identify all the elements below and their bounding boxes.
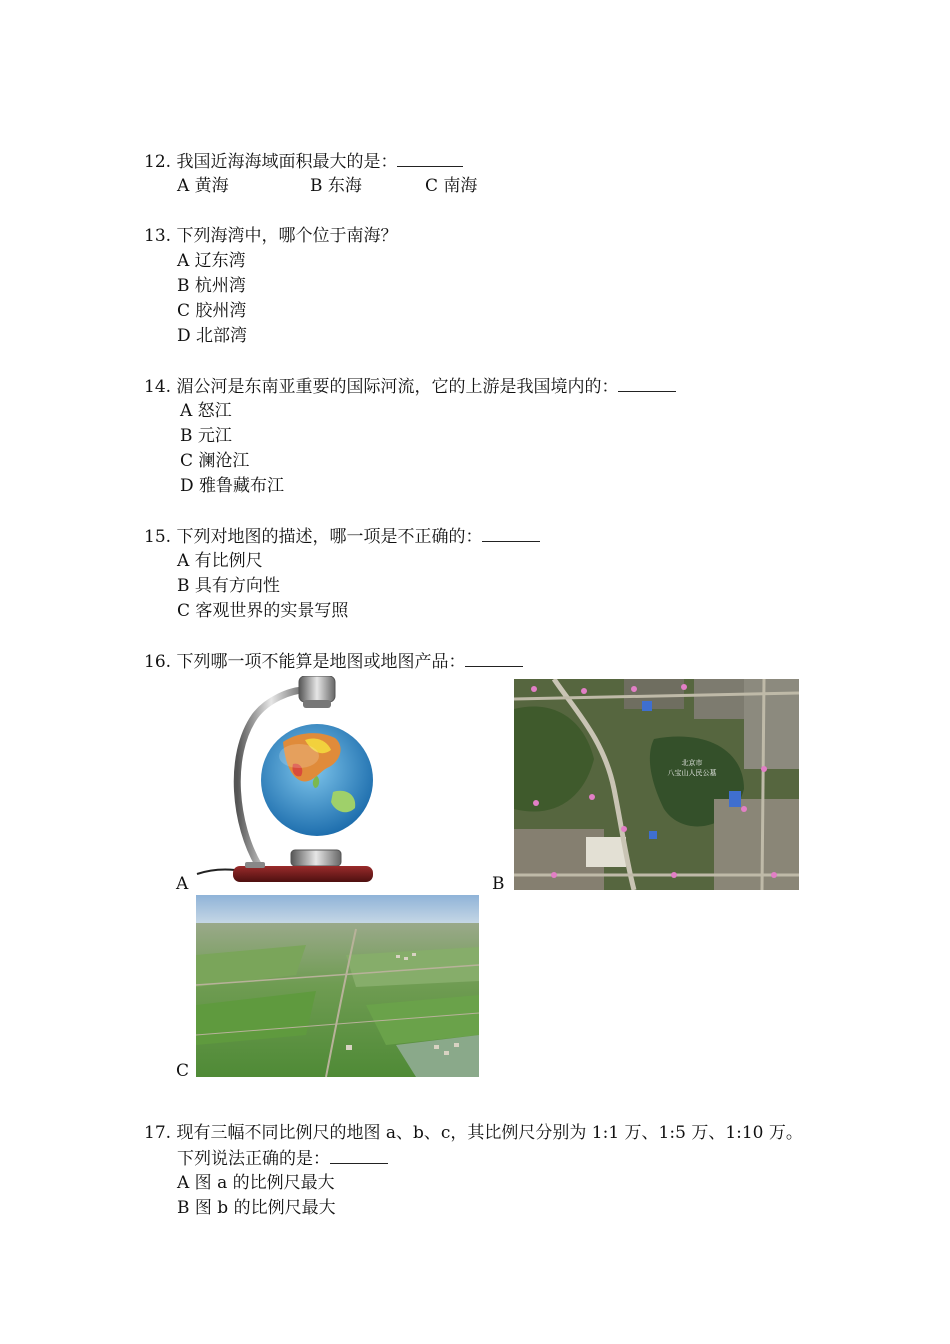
question-17-line2 <box>177 1146 388 1172</box>
map-label-city: 北京市 <box>681 759 703 767</box>
question-text: 下列哪一项不能算是地图或地图产品： <box>176 652 466 672</box>
question-17 <box>144 1121 803 1146</box>
question-16 <box>144 649 523 675</box>
option-b: B 东海 <box>310 176 362 196</box>
question-number: 13. <box>144 226 172 246</box>
option-c: C 胶州湾 <box>177 301 247 321</box>
answer-blank[interactable] <box>465 649 523 667</box>
option-b: B 具有方向性 <box>177 576 280 596</box>
option-a: A 有比例尺 <box>177 551 263 571</box>
question-text: 下列对地图的描述，哪一项是不正确的： <box>176 527 483 547</box>
question-15 <box>144 524 540 550</box>
question-number: 12. <box>144 152 172 172</box>
option-d: D 北部湾 <box>177 326 248 346</box>
question-text: 湄公河是东南亚重要的国际河流，它的上游是我国境内的： <box>176 377 619 397</box>
question-13 <box>144 224 397 249</box>
option-a-label: A <box>176 874 189 894</box>
answer-blank[interactable] <box>397 149 463 167</box>
answer-blank[interactable] <box>482 524 540 542</box>
globe-image <box>195 676 375 888</box>
option-b: B 图 b 的比例尺最大 <box>177 1198 336 1218</box>
option-c: C 客观世界的实景写照 <box>177 601 349 621</box>
question-number: 15. <box>144 527 172 547</box>
question-text: 现有三幅不同比例尺的地图 a、b、c，其比例尺分别为 1:1 万、1:5 万、1:10 万。 <box>176 1123 803 1143</box>
question-12 <box>144 149 463 175</box>
option-c: C 澜沧江 <box>180 451 250 471</box>
question-text: 下列说法正确的是： <box>177 1149 330 1169</box>
option-a: A 辽东湾 <box>177 251 246 271</box>
option-b: B 杭州湾 <box>177 276 246 296</box>
answer-blank[interactable] <box>330 1146 388 1164</box>
option-a: A 黄海 <box>177 176 229 196</box>
question-number: 14. <box>144 377 172 397</box>
option-a: A 怒江 <box>180 401 232 421</box>
question-14 <box>144 374 676 400</box>
question-number: 17. <box>144 1123 172 1143</box>
option-b: B 元江 <box>180 426 232 446</box>
question-text: 我国近海海域面积最大的是： <box>176 152 398 172</box>
option-a: A 图 a 的比例尺最大 <box>177 1173 335 1193</box>
question-text: 下列海湾中，哪个位于南海？ <box>176 226 398 246</box>
option-d: D 雅鲁藏布江 <box>180 476 285 496</box>
answer-blank[interactable] <box>618 374 676 392</box>
satellite-map-image <box>514 679 799 890</box>
option-b-label: B <box>492 874 505 894</box>
option-c-label: C <box>176 1061 190 1081</box>
aerial-photo-image <box>196 895 479 1077</box>
map-label-cemetery: 八宝山人民公墓 <box>667 769 717 777</box>
option-c: C 南海 <box>425 176 478 196</box>
question-number: 16. <box>144 652 172 672</box>
